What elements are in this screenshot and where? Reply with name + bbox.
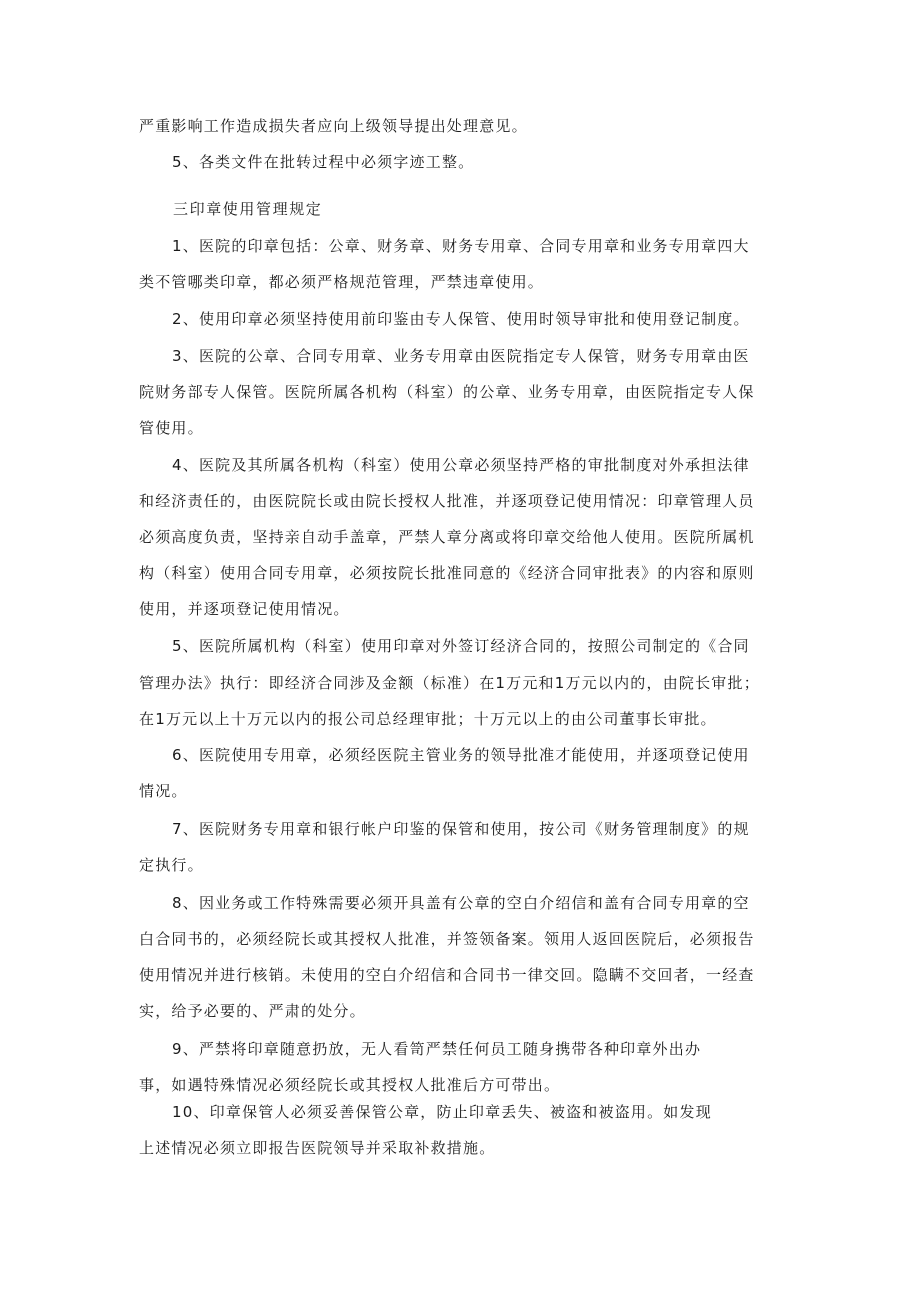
text-line-17: 在1万元以上十万元以内的报公司总经理审批；十万元以上的由公司董事长审批。 bbox=[139, 710, 717, 728]
text-line-8: 院财务部专人保管。医院所属各机构（科室）的公章、业务专用章，由医院指定专人保 bbox=[139, 383, 755, 401]
text-line-7: 3、医院的公章、合同专用章、业务专用章由医院指定专人保管，财务专用章由医 bbox=[172, 347, 750, 365]
text-line-10: 4、医院及其所属各机构（科室）使用公章必须坚持严格的审批制度对外承担法律 bbox=[172, 456, 750, 474]
text-line-4: 1、医院的印章包括：公章、财务章、财务专用章、合同专用章和业务专用章四大 bbox=[172, 237, 750, 255]
text-line-14: 使用，并逐项登记使用情况。 bbox=[139, 600, 350, 618]
text-line-12: 必须高度负责，坚持亲自动手盖章，严禁人章分离或将印章交给他人使用。医院所属机 bbox=[139, 528, 755, 546]
text-line-23: 白合同书的，必须经院长或其授权人批准，并签领备案。领用人返回医院后，必须报告 bbox=[139, 930, 755, 948]
text-line-20: 7、医院财务专用章和银行帐户印鉴的保管和使用，按公司《财务管理制度》的规 bbox=[172, 820, 750, 838]
text-line-27: 事，如遇特殊情况必须经院长或其授权人批准后方可带出。 bbox=[139, 1076, 561, 1094]
text-line-29: 上述情况必须立即报告医院领导并采取补救措施。 bbox=[139, 1139, 496, 1157]
text-line-24: 使用情况并进行核销。未使用的空白介绍信和合同书一律交回。隐瞒不交回者，一经查 bbox=[139, 966, 755, 984]
text-line-26: 9、严禁将印章随意扔放，无人看笥严禁任何员工随身携带各种印章外出办 bbox=[172, 1040, 702, 1058]
section-heading: 三印章使用管理规定 bbox=[173, 200, 323, 218]
text-line-2: 5、各类文件在批转过程中必须字迹工整。 bbox=[172, 153, 475, 171]
text-line-15: 5、医院所属机构（科室）使用印章对外签订经济合同的，按照公司制定的《合同 bbox=[172, 637, 750, 655]
text-line-22: 8、因业务或工作特殊需要必须开具盖有公章的空白介绍信和盖有合同专用章的空 bbox=[172, 894, 750, 912]
text-line-6: 2、使用印章必须坚持使用前印鉴由专人保管、使用时领导审批和使用登记制度。 bbox=[172, 310, 750, 328]
text-line-9: 管使用。 bbox=[139, 419, 204, 437]
text-line-25: 实，给予必要的、严肃的处分。 bbox=[139, 1002, 366, 1020]
text-line-19: 情况。 bbox=[139, 782, 188, 800]
text-line-18: 6、医院使用专用章，必须经医院主管业务的领导批准才能使用，并逐项登记使用 bbox=[172, 746, 750, 764]
text-line-16: 管理办法》执行：即经济合同涉及金额（标准）在1万元和1万元以内的，由院长审批； bbox=[139, 674, 760, 692]
text-line-21: 定执行。 bbox=[139, 856, 204, 874]
text-line-13: 构（科室）使用合同专用章，必须按院长批准同意的《经济合同审批表》的内容和原则 bbox=[139, 564, 755, 582]
text-line-11: 和经济责任的，由医院院长或由院长授权人批准，并逐项登记使用情况：印章管理人员 bbox=[139, 492, 755, 510]
text-line-28: 10、印章保管人必须妥善保管公章，防止印章丢失、被盗和被盗用。如发现 bbox=[172, 1103, 712, 1121]
text-line-1: 严重影响工作造成损失者应向上级领导提出处理意见。 bbox=[139, 117, 528, 135]
text-line-5: 类不管哪类印章，都必须严格规范管理，严禁违章使用。 bbox=[139, 273, 545, 291]
